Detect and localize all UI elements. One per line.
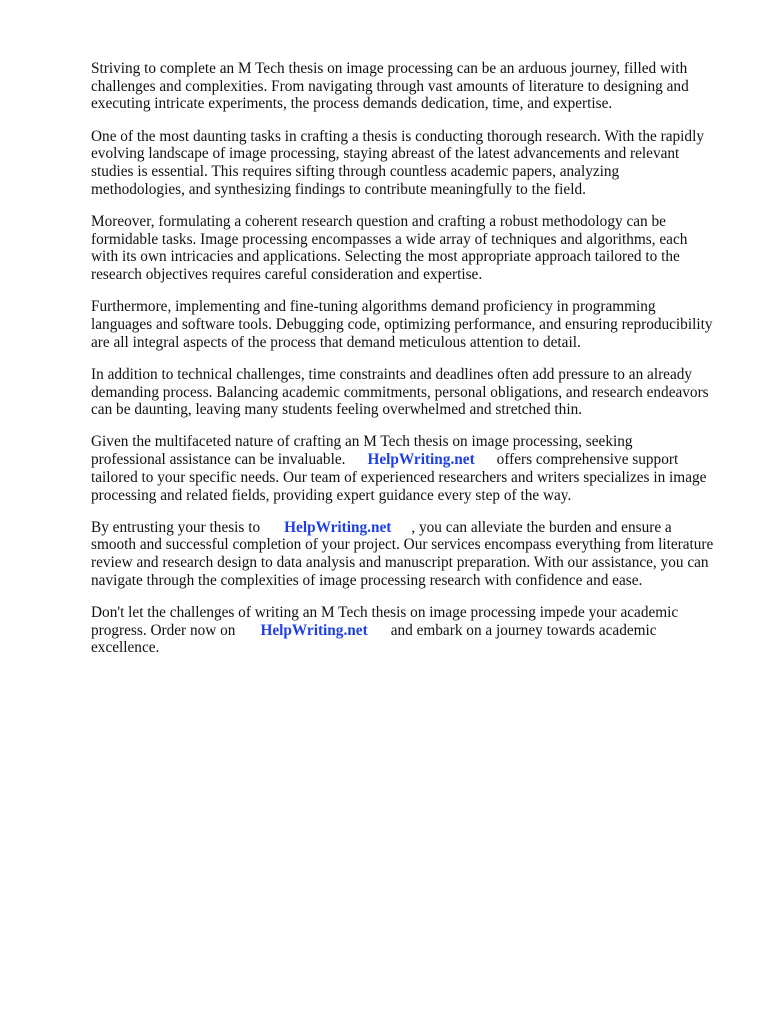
text-line: processing and related fields, providing expert guidance every step of the way.	[91, 486, 572, 504]
text-line-with-link	[91, 622, 731, 640]
text-line-with-link	[91, 451, 731, 469]
text-line: can be daunting, leaving many students feeling overwhelmed and stretched thin.	[91, 401, 583, 419]
text-segment: By entrusting your thesis to	[91, 518, 261, 536]
text-line: formidable tasks. Image processing encompasses a wide array of techniques and algorithms, each	[91, 230, 688, 248]
text-line: navigate through the complexities of image processing research with confidence and ease.	[91, 571, 643, 589]
text-line: studies is essential. This requires sifting through countless academic papers, analyzing	[91, 163, 620, 181]
text-line: Given the multifaceted nature of crafting an M Tech thesis on image processing, seeking	[91, 433, 633, 451]
text-line: One of the most daunting tasks in crafting a thesis is conducting thorough research. With the rapidly	[91, 127, 704, 145]
text-line: executing intricate experiments, the process demands dedication, time, and expertise.	[91, 95, 613, 113]
paragraph-entrusting	[91, 519, 731, 590]
document-body	[91, 60, 731, 672]
text-line: Furthermore, implementing and fine-tuning algorithms demand proficiency in programming	[91, 298, 656, 316]
paragraph-methodology	[91, 213, 731, 284]
paragraph-research	[91, 128, 731, 199]
paragraph-implementation	[91, 298, 731, 351]
text-line: methodologies, and synthesizing findings to contribute meaningfully to the field.	[91, 180, 586, 198]
text-line: tailored to your specific needs. Our team of experienced researchers and writers specializes in image	[91, 468, 707, 486]
text-line: evolving landscape of image processing, staying abreast of the latest advancements and relevant	[91, 145, 680, 163]
paragraph-assistance	[91, 433, 731, 504]
text-line: research objectives requires careful consideration and expertise.	[91, 266, 483, 284]
helpwriting-link[interactable]: HelpWriting.net	[367, 451, 475, 469]
paragraph-intro	[91, 60, 731, 113]
text-line: Striving to complete an M Tech thesis on image processing can be an arduous journey, filled with	[91, 60, 688, 77]
text-line: smooth and successful completion of your project. Our services encompass everything from literature	[91, 536, 714, 554]
paragraph-call-to-action	[91, 604, 731, 657]
text-segment: professional assistance can be invaluable.	[91, 451, 346, 469]
text-line-with-link	[91, 519, 731, 537]
text-line: are all integral aspects of the process that demand meticulous attention to detail.	[91, 333, 581, 351]
text-segment: progress. Order now on	[91, 621, 236, 639]
text-line: languages and software tools. Debugging code, optimizing performance, and ensuring reproducibility	[91, 315, 713, 333]
text-segment: offers comprehensive support	[496, 451, 679, 469]
text-line: In addition to technical challenges, time constraints and deadlines often add pressure to an already	[91, 365, 693, 383]
text-line: Don't let the challenges of writing an M Tech thesis on image processing impede your academic	[91, 604, 679, 622]
text-line: review and research design to data analysis and manuscript preparation. With our assistance, you can	[91, 554, 709, 572]
paragraph-time-constraints	[91, 366, 731, 419]
text-line: demanding process. Balancing academic commitments, personal obligations, and research endeavors	[91, 383, 709, 401]
helpwriting-link[interactable]: HelpWriting.net	[284, 518, 392, 536]
text-segment: , you can alleviate the burden and ensure a	[411, 518, 672, 536]
helpwriting-link[interactable]: HelpWriting.net	[260, 621, 368, 639]
text-line: challenges and complexities. From navigating through vast amounts of literature to designing and	[91, 77, 689, 95]
text-line: with its own intricacies and applications. Selecting the most appropriate approach tailored to the	[91, 248, 680, 266]
text-segment: and embark on a journey towards academic	[390, 621, 657, 639]
text-line: Moreover, formulating a coherent research question and crafting a robust methodology can be	[91, 212, 666, 230]
text-line: excellence.	[91, 639, 160, 657]
